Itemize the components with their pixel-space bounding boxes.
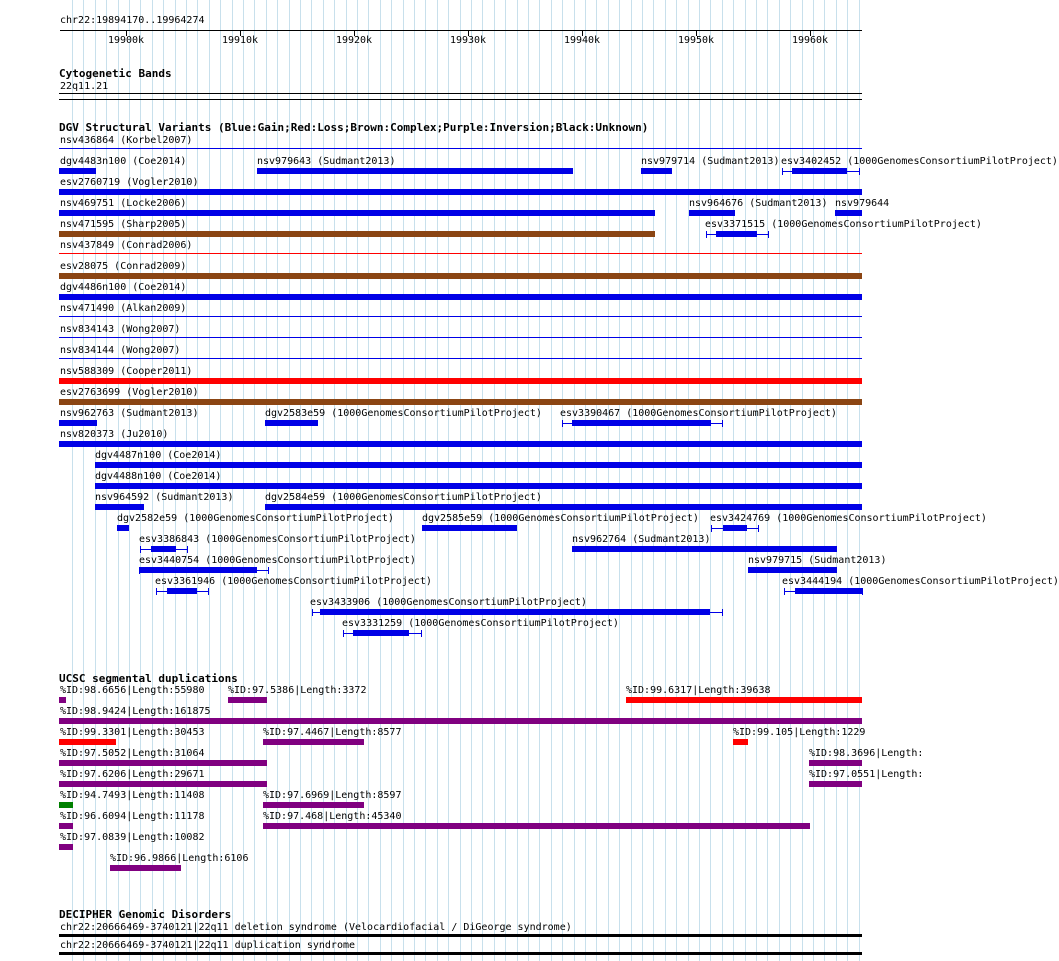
grid-line bbox=[733, 0, 734, 961]
dgv-feature-label: esv3433906 (1000GenomesConsortiumPilotProject) bbox=[310, 597, 587, 608]
grid-line bbox=[653, 0, 654, 961]
grid-line bbox=[619, 0, 620, 961]
grid-line bbox=[665, 0, 666, 961]
dgv-feature-whisker-cap bbox=[722, 420, 723, 427]
segdup-feature-bar[interactable] bbox=[59, 739, 116, 745]
segdup-feature-label: %ID:97.6969|Length:8597 bbox=[263, 790, 402, 801]
grid-line bbox=[756, 0, 757, 961]
dgv-feature-bar[interactable] bbox=[139, 567, 257, 573]
dgv-feature-bar[interactable] bbox=[117, 525, 129, 531]
dgv-feature-bar[interactable] bbox=[167, 588, 197, 594]
segdup-feature-label: %ID:99.6317|Length:39638 bbox=[626, 685, 771, 696]
dgv-feature-bar[interactable] bbox=[95, 504, 144, 510]
dgv-feature-whisker-cap bbox=[706, 231, 707, 238]
dgv-feature-label: dgv4486n100 (Coe2014) bbox=[60, 282, 187, 293]
dgv-feature-label: dgv4487n100 (Coe2014) bbox=[95, 450, 222, 461]
segdup-feature-label: %ID:97.5386|Length:3372 bbox=[228, 685, 367, 696]
dgv-feature-bar[interactable] bbox=[59, 441, 862, 447]
segdup-feature-bar[interactable] bbox=[110, 865, 181, 871]
track-row-line bbox=[59, 253, 862, 254]
segdup-feature-bar[interactable] bbox=[59, 823, 73, 829]
dgv-feature-bar[interactable] bbox=[95, 462, 862, 468]
grid-line bbox=[813, 0, 814, 961]
dgv-feature-whisker-cap bbox=[768, 231, 769, 238]
dgv-feature-label: dgv2585e59 (1000GenomesConsortiumPilotProject) bbox=[422, 513, 699, 524]
dgv-feature-bar[interactable] bbox=[716, 231, 757, 237]
grid-line bbox=[790, 0, 791, 961]
dgv-feature-bar[interactable] bbox=[59, 168, 96, 174]
segdup-feature-label: %ID:98.9424|Length:161875 bbox=[60, 706, 211, 717]
dgv-feature-bar[interactable] bbox=[723, 525, 747, 531]
segdup-feature-label: %ID:99.105|Length:1229 bbox=[733, 727, 866, 738]
grid-line bbox=[676, 0, 677, 961]
dgv-track-title: DGV Structural Variants (Blue:Gain;Red:Loss;Brown:Complex;Purple:Inversion;Black:Unknown) bbox=[59, 121, 649, 134]
grid-line bbox=[859, 0, 860, 961]
dgv-feature-label: nsv979643 (Sudmant2013) bbox=[257, 156, 396, 167]
grid-line bbox=[551, 0, 552, 961]
segdup-feature-bar[interactable] bbox=[733, 739, 748, 745]
dgv-feature-label: nsv820373 (Ju2010) bbox=[60, 429, 169, 440]
grid-line bbox=[460, 0, 461, 961]
dgv-feature-label: nsv834144 (Wong2007) bbox=[60, 345, 181, 356]
segdup-feature-label: %ID:98.6656|Length:55980 bbox=[60, 685, 205, 696]
dgv-feature-bar[interactable] bbox=[59, 231, 655, 237]
dgv-feature-label: nsv962764 (Sudmant2013) bbox=[572, 534, 711, 545]
dgv-feature-bar[interactable] bbox=[59, 189, 862, 195]
segdup-feature-bar[interactable] bbox=[59, 802, 73, 808]
dgv-feature-whisker-cap bbox=[208, 588, 209, 595]
dgv-feature-whisker-cap bbox=[711, 525, 712, 532]
segdup-feature-label: %ID:97.0839|Length:10082 bbox=[60, 832, 205, 843]
track-row-line bbox=[59, 358, 862, 359]
track-row-line bbox=[59, 148, 862, 149]
segdup-feature-label: %ID:97.0551|Length: bbox=[809, 769, 924, 780]
dgv-feature-whisker-cap bbox=[859, 168, 860, 175]
grid-line bbox=[722, 0, 723, 961]
grid-line bbox=[710, 0, 711, 961]
dgv-feature-label: dgv2584e59 (1000GenomesConsortiumPilotProject) bbox=[265, 492, 542, 503]
decipher-feature-label: chr22:20666469-3740121|22q11 duplication syndrome bbox=[60, 940, 356, 951]
segdup-feature-bar[interactable] bbox=[263, 823, 810, 829]
segdup-feature-label: %ID:97.6206|Length:29671 bbox=[60, 769, 205, 780]
dgv-feature-bar[interactable] bbox=[151, 546, 176, 552]
grid-line bbox=[482, 0, 483, 961]
decipher-feature-label: chr22:20666469-3740121|22q11 deletion syndrome (Velocardiofacial / DiGeorge syndrome) bbox=[60, 922, 572, 933]
dgv-feature-bar[interactable] bbox=[795, 588, 862, 594]
dgv-feature-whisker-cap bbox=[187, 546, 188, 553]
dgv-feature-label: esv3331259 (1000GenomesConsortiumPilotProject) bbox=[342, 618, 619, 629]
grid-line bbox=[528, 0, 529, 961]
grid-line bbox=[574, 0, 575, 961]
cyto-band[interactable] bbox=[59, 93, 862, 94]
dgv-feature-whisker-cap bbox=[722, 609, 723, 616]
dgv-feature-bar[interactable] bbox=[641, 168, 672, 174]
track-row-line bbox=[59, 337, 862, 338]
ruler-tick-label: 19930k bbox=[449, 35, 487, 46]
dgv-feature-bar[interactable] bbox=[95, 483, 862, 489]
segdup-feature-bar[interactable] bbox=[263, 802, 364, 808]
dgv-feature-label: esv3390467 (1000GenomesConsortiumPilotProject) bbox=[560, 408, 837, 419]
dgv-feature-label: nsv834143 (Wong2007) bbox=[60, 324, 181, 335]
grid-line bbox=[585, 0, 586, 961]
dgv-feature-bar[interactable] bbox=[422, 525, 517, 531]
grid-line bbox=[779, 0, 780, 961]
grid-line bbox=[824, 0, 825, 961]
dgv-feature-label: nsv471490 (Alkan2009) bbox=[60, 303, 187, 314]
grid-line bbox=[403, 0, 404, 961]
grid-line bbox=[539, 0, 540, 961]
dgv-feature-bar[interactable] bbox=[59, 210, 655, 216]
grid-line bbox=[847, 0, 848, 961]
decipher-feature-bar[interactable] bbox=[59, 934, 862, 937]
grid-line bbox=[517, 0, 518, 961]
dgv-feature-label: esv3424769 (1000GenomesConsortiumPilotProject) bbox=[710, 513, 987, 524]
grid-line bbox=[642, 0, 643, 961]
segdup-feature-label: %ID:96.9866|Length:6106 bbox=[110, 853, 249, 864]
grid-line bbox=[767, 0, 768, 961]
dgv-feature-label: nsv964676 (Sudmant2013) bbox=[689, 198, 828, 209]
dgv-feature-label: nsv964592 (Sudmant2013) bbox=[95, 492, 234, 503]
segdup-feature-bar[interactable] bbox=[59, 697, 66, 703]
dgv-feature-bar[interactable] bbox=[835, 210, 862, 216]
dgv-feature-bar[interactable] bbox=[59, 273, 862, 279]
dgv-feature-label: nsv436864 (Korbel2007) bbox=[60, 135, 193, 146]
grid-line bbox=[232, 0, 233, 961]
segdup-feature-label: %ID:94.7493|Length:11408 bbox=[60, 790, 205, 801]
dgv-feature-whisker-cap bbox=[782, 168, 783, 175]
dgv-feature-label: esv28075 (Conrad2009) bbox=[60, 261, 187, 272]
dgv-feature-bar[interactable] bbox=[59, 399, 862, 405]
grid-line bbox=[631, 0, 632, 961]
dgv-feature-label: dgv4488n100 (Coe2014) bbox=[95, 471, 222, 482]
ruler-tick-label: 19940k bbox=[563, 35, 601, 46]
segdup-feature-label: %ID:98.3696|Length: bbox=[809, 748, 924, 759]
grid-line bbox=[494, 0, 495, 961]
segdup-feature-label: %ID:97.468|Length:45340 bbox=[263, 811, 402, 822]
segdup-feature-label: %ID:96.6094|Length:11178 bbox=[60, 811, 205, 822]
grid-line bbox=[802, 0, 803, 961]
grid-line bbox=[596, 0, 597, 961]
dgv-feature-whisker-cap bbox=[421, 630, 422, 637]
dgv-feature-whisker-cap bbox=[862, 588, 863, 595]
dgv-feature-label: esv3402452 (1000GenomesConsortiumPilotProject) bbox=[781, 156, 1058, 167]
dgv-feature-label: nsv437849 (Conrad2006) bbox=[60, 240, 193, 251]
segdup-feature-bar[interactable] bbox=[59, 844, 73, 850]
grid-line bbox=[745, 0, 746, 961]
cyto-band-label: 22q11.21 bbox=[60, 81, 109, 92]
segdup-feature-bar[interactable] bbox=[228, 697, 267, 703]
dgv-feature-whisker-cap bbox=[268, 567, 269, 574]
dgv-feature-label: nsv979714 (Sudmant2013) bbox=[641, 156, 780, 167]
decipher-track-title: DECIPHER Genomic Disorders bbox=[59, 908, 232, 921]
dgv-feature-whisker-cap bbox=[784, 588, 785, 595]
dgv-feature-bar[interactable] bbox=[59, 294, 862, 300]
dgv-feature-bar[interactable] bbox=[748, 567, 837, 573]
dgv-feature-label: esv3444194 (1000GenomesConsortiumPilotProject) bbox=[782, 576, 1059, 587]
dgv-feature-label: nsv979644 bbox=[835, 198, 890, 209]
grid-line bbox=[448, 0, 449, 961]
dgv-feature-label: dgv4483n100 (Coe2014) bbox=[60, 156, 187, 167]
segdup-feature-bar[interactable] bbox=[809, 760, 862, 766]
ruler-tick-label: 19910k bbox=[221, 35, 259, 46]
dgv-feature-label: esv3386843 (1000GenomesConsortiumPilotProject) bbox=[139, 534, 416, 545]
dgv-feature-label: esv3440754 (1000GenomesConsortiumPilotProject) bbox=[139, 555, 416, 566]
dgv-feature-whisker-cap bbox=[562, 420, 563, 427]
segdup-feature-label: %ID:97.5052|Length:31064 bbox=[60, 748, 205, 759]
segdup-feature-bar[interactable] bbox=[263, 739, 364, 745]
track-row-line bbox=[59, 316, 862, 317]
segdup-feature-label: %ID:97.4467|Length:8577 bbox=[263, 727, 402, 738]
dgv-feature-label: esv2760719 (Vogler2010) bbox=[60, 177, 199, 188]
cyto-band-underline bbox=[59, 99, 862, 100]
grid-line bbox=[425, 0, 426, 961]
dgv-feature-bar[interactable] bbox=[257, 168, 573, 174]
dgv-feature-whisker-cap bbox=[156, 588, 157, 595]
grid-line bbox=[243, 0, 244, 961]
dgv-feature-whisker-cap bbox=[312, 609, 313, 616]
grid-line bbox=[608, 0, 609, 961]
ruler-tick-label: 19920k bbox=[335, 35, 373, 46]
dgv-feature-label: nsv469751 (Locke2006) bbox=[60, 198, 187, 209]
ruler-tick-label: 19900k bbox=[107, 35, 145, 46]
dgv-feature-bar[interactable] bbox=[59, 378, 862, 384]
grid-line bbox=[437, 0, 438, 961]
dgv-feature-label: nsv588309 (Cooper2011) bbox=[60, 366, 193, 377]
segdup-feature-bar[interactable] bbox=[809, 781, 862, 787]
cyto-track-title: Cytogenetic Bands bbox=[59, 67, 172, 80]
ruler-axis bbox=[60, 30, 862, 31]
dgv-feature-label: nsv962763 (Sudmant2013) bbox=[60, 408, 199, 419]
ruler-tick-label: 19950k bbox=[677, 35, 715, 46]
grid-line bbox=[836, 0, 837, 961]
dgv-feature-bar[interactable] bbox=[572, 420, 711, 426]
segdup-feature-bar[interactable] bbox=[59, 760, 267, 766]
segdup-feature-bar[interactable] bbox=[626, 697, 862, 703]
dgv-feature-bar[interactable] bbox=[572, 546, 837, 552]
dgv-feature-bar[interactable] bbox=[59, 420, 97, 426]
dgv-feature-bar[interactable] bbox=[689, 210, 735, 216]
dgv-feature-label: nsv979715 (Sudmant2013) bbox=[748, 555, 887, 566]
grid-line bbox=[414, 0, 415, 961]
ruler-tick-label: 19960k bbox=[791, 35, 829, 46]
segdup-feature-bar[interactable] bbox=[59, 718, 862, 724]
dgv-feature-bar[interactable] bbox=[792, 168, 847, 174]
segdup-feature-bar[interactable] bbox=[59, 781, 267, 787]
dgv-feature-bar[interactable] bbox=[265, 504, 862, 510]
segdup-feature-label: %ID:99.3301|Length:30453 bbox=[60, 727, 205, 738]
dgv-feature-whisker-cap bbox=[343, 630, 344, 637]
dgv-feature-whisker-cap bbox=[758, 525, 759, 532]
dgv-feature-label: dgv2583e59 (1000GenomesConsortiumPilotProject) bbox=[265, 408, 542, 419]
dgv-feature-label: esv3371515 (1000GenomesConsortiumPilotProject) bbox=[705, 219, 982, 230]
dgv-feature-bar[interactable] bbox=[265, 420, 318, 426]
dgv-feature-label: esv3361946 (1000GenomesConsortiumPilotProject) bbox=[155, 576, 432, 587]
segdup-track-title: UCSC segmental duplications bbox=[59, 672, 238, 685]
decipher-feature-bar[interactable] bbox=[59, 952, 862, 955]
dgv-feature-label: nsv471595 (Sharp2005) bbox=[60, 219, 187, 230]
dgv-feature-bar[interactable] bbox=[320, 609, 710, 615]
dgv-feature-bar[interactable] bbox=[353, 630, 409, 636]
grid-line bbox=[699, 0, 700, 961]
grid-line bbox=[688, 0, 689, 961]
grid-line bbox=[562, 0, 563, 961]
grid-line bbox=[254, 0, 255, 961]
grid-line bbox=[471, 0, 472, 961]
dgv-feature-label: dgv2582e59 (1000GenomesConsortiumPilotProject) bbox=[117, 513, 394, 524]
grid-line bbox=[505, 0, 506, 961]
region-label: chr22:19894170..19964274 bbox=[60, 15, 205, 26]
dgv-feature-label: esv2763699 (Vogler2010) bbox=[60, 387, 199, 398]
dgv-feature-whisker-cap bbox=[140, 546, 141, 553]
